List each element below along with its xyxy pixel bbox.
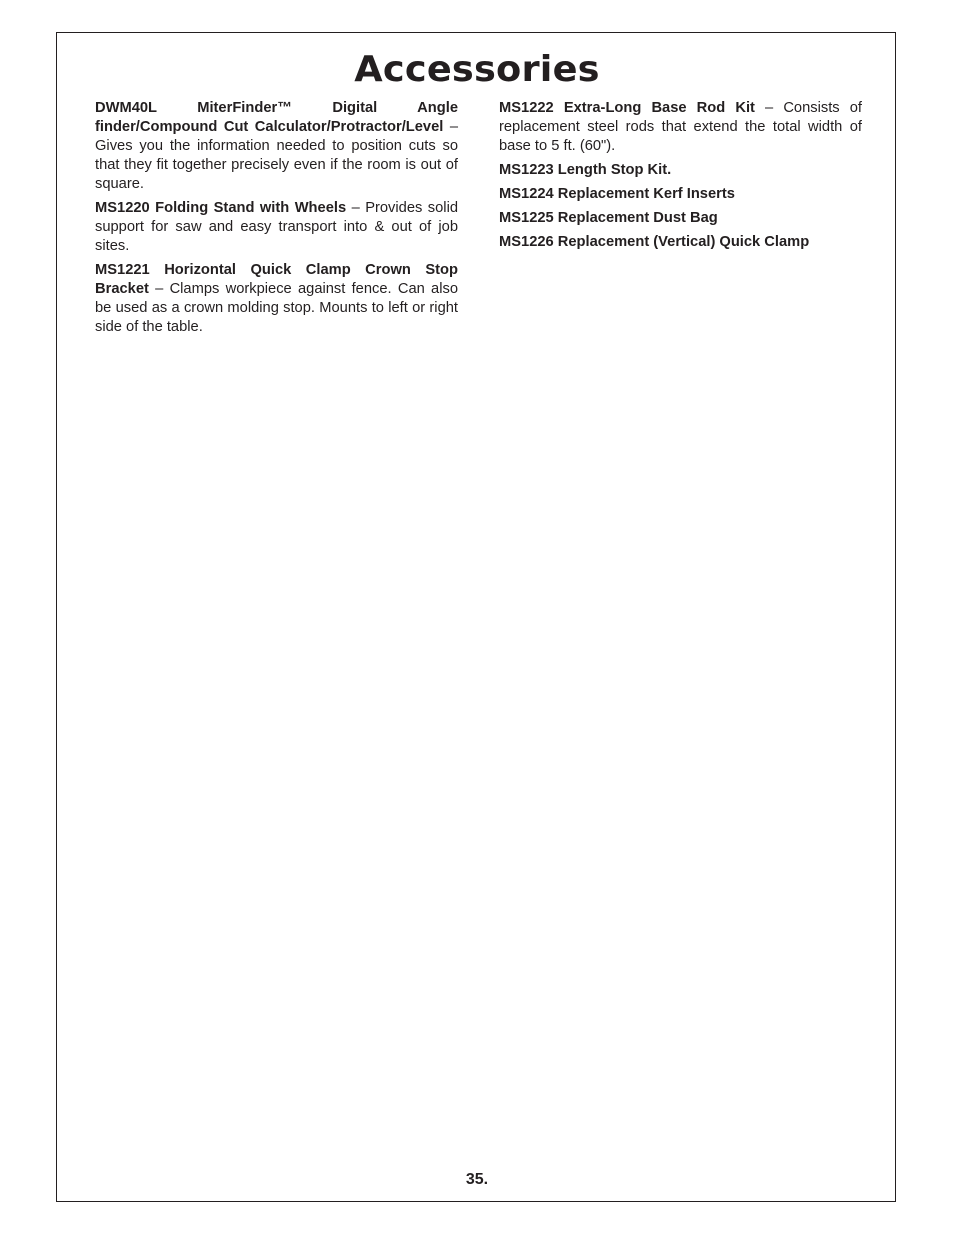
accessory-name: MS1224 Replacement Kerf Inserts xyxy=(499,186,735,202)
accessory-item-ms1223 xyxy=(499,161,862,180)
page-title: Accessories xyxy=(354,49,600,90)
accessory-item-ms1224 xyxy=(499,185,862,204)
accessory-name: DWM40L MiterFinder™ Digital Angle finder/Compound Cut Calculator/Protractor/Level xyxy=(95,100,458,135)
page-number: 35. xyxy=(465,1171,489,1188)
accessory-name: MS1223 Length Stop Kit. xyxy=(499,162,672,178)
accessory-name: MS1225 Replacement Dust Bag xyxy=(499,210,718,226)
accessory-name: MS1222 Extra-Long Base Rod Kit xyxy=(499,100,755,116)
accessory-name: MS1226 Replacement (Vertical) Quick Clamp xyxy=(499,234,810,250)
accessory-description: – Provides solid support for saw and easy transport into & out of job sites. xyxy=(95,200,458,254)
accessory-item-ms1222 xyxy=(499,99,862,156)
right-column xyxy=(499,99,862,257)
accessory-item-ms1226 xyxy=(499,233,862,252)
accessory-item-ms1225 xyxy=(499,209,862,228)
accessory-item-dwm40l xyxy=(95,99,458,194)
accessory-description: – Consists of replacement steel rods that extend the total width of base to 5 ft. (60"). xyxy=(499,100,862,154)
left-column xyxy=(95,99,458,342)
accessory-description: – Clamps workpiece against fence. Can also be used as a crown molding stop. Mounts to left or right side of the table. xyxy=(95,281,458,335)
accessory-description: – Gives you the information needed to position cuts so that they fit together precisely even if the room is out of square. xyxy=(95,119,459,192)
accessory-item-ms1220 xyxy=(95,199,458,256)
accessory-name: MS1220 Folding Stand with Wheels xyxy=(95,200,347,216)
accessory-item-ms1221 xyxy=(95,261,458,337)
accessory-name: MS1221 Horizontal Quick Clamp Crown Stop Bracket xyxy=(95,262,458,297)
